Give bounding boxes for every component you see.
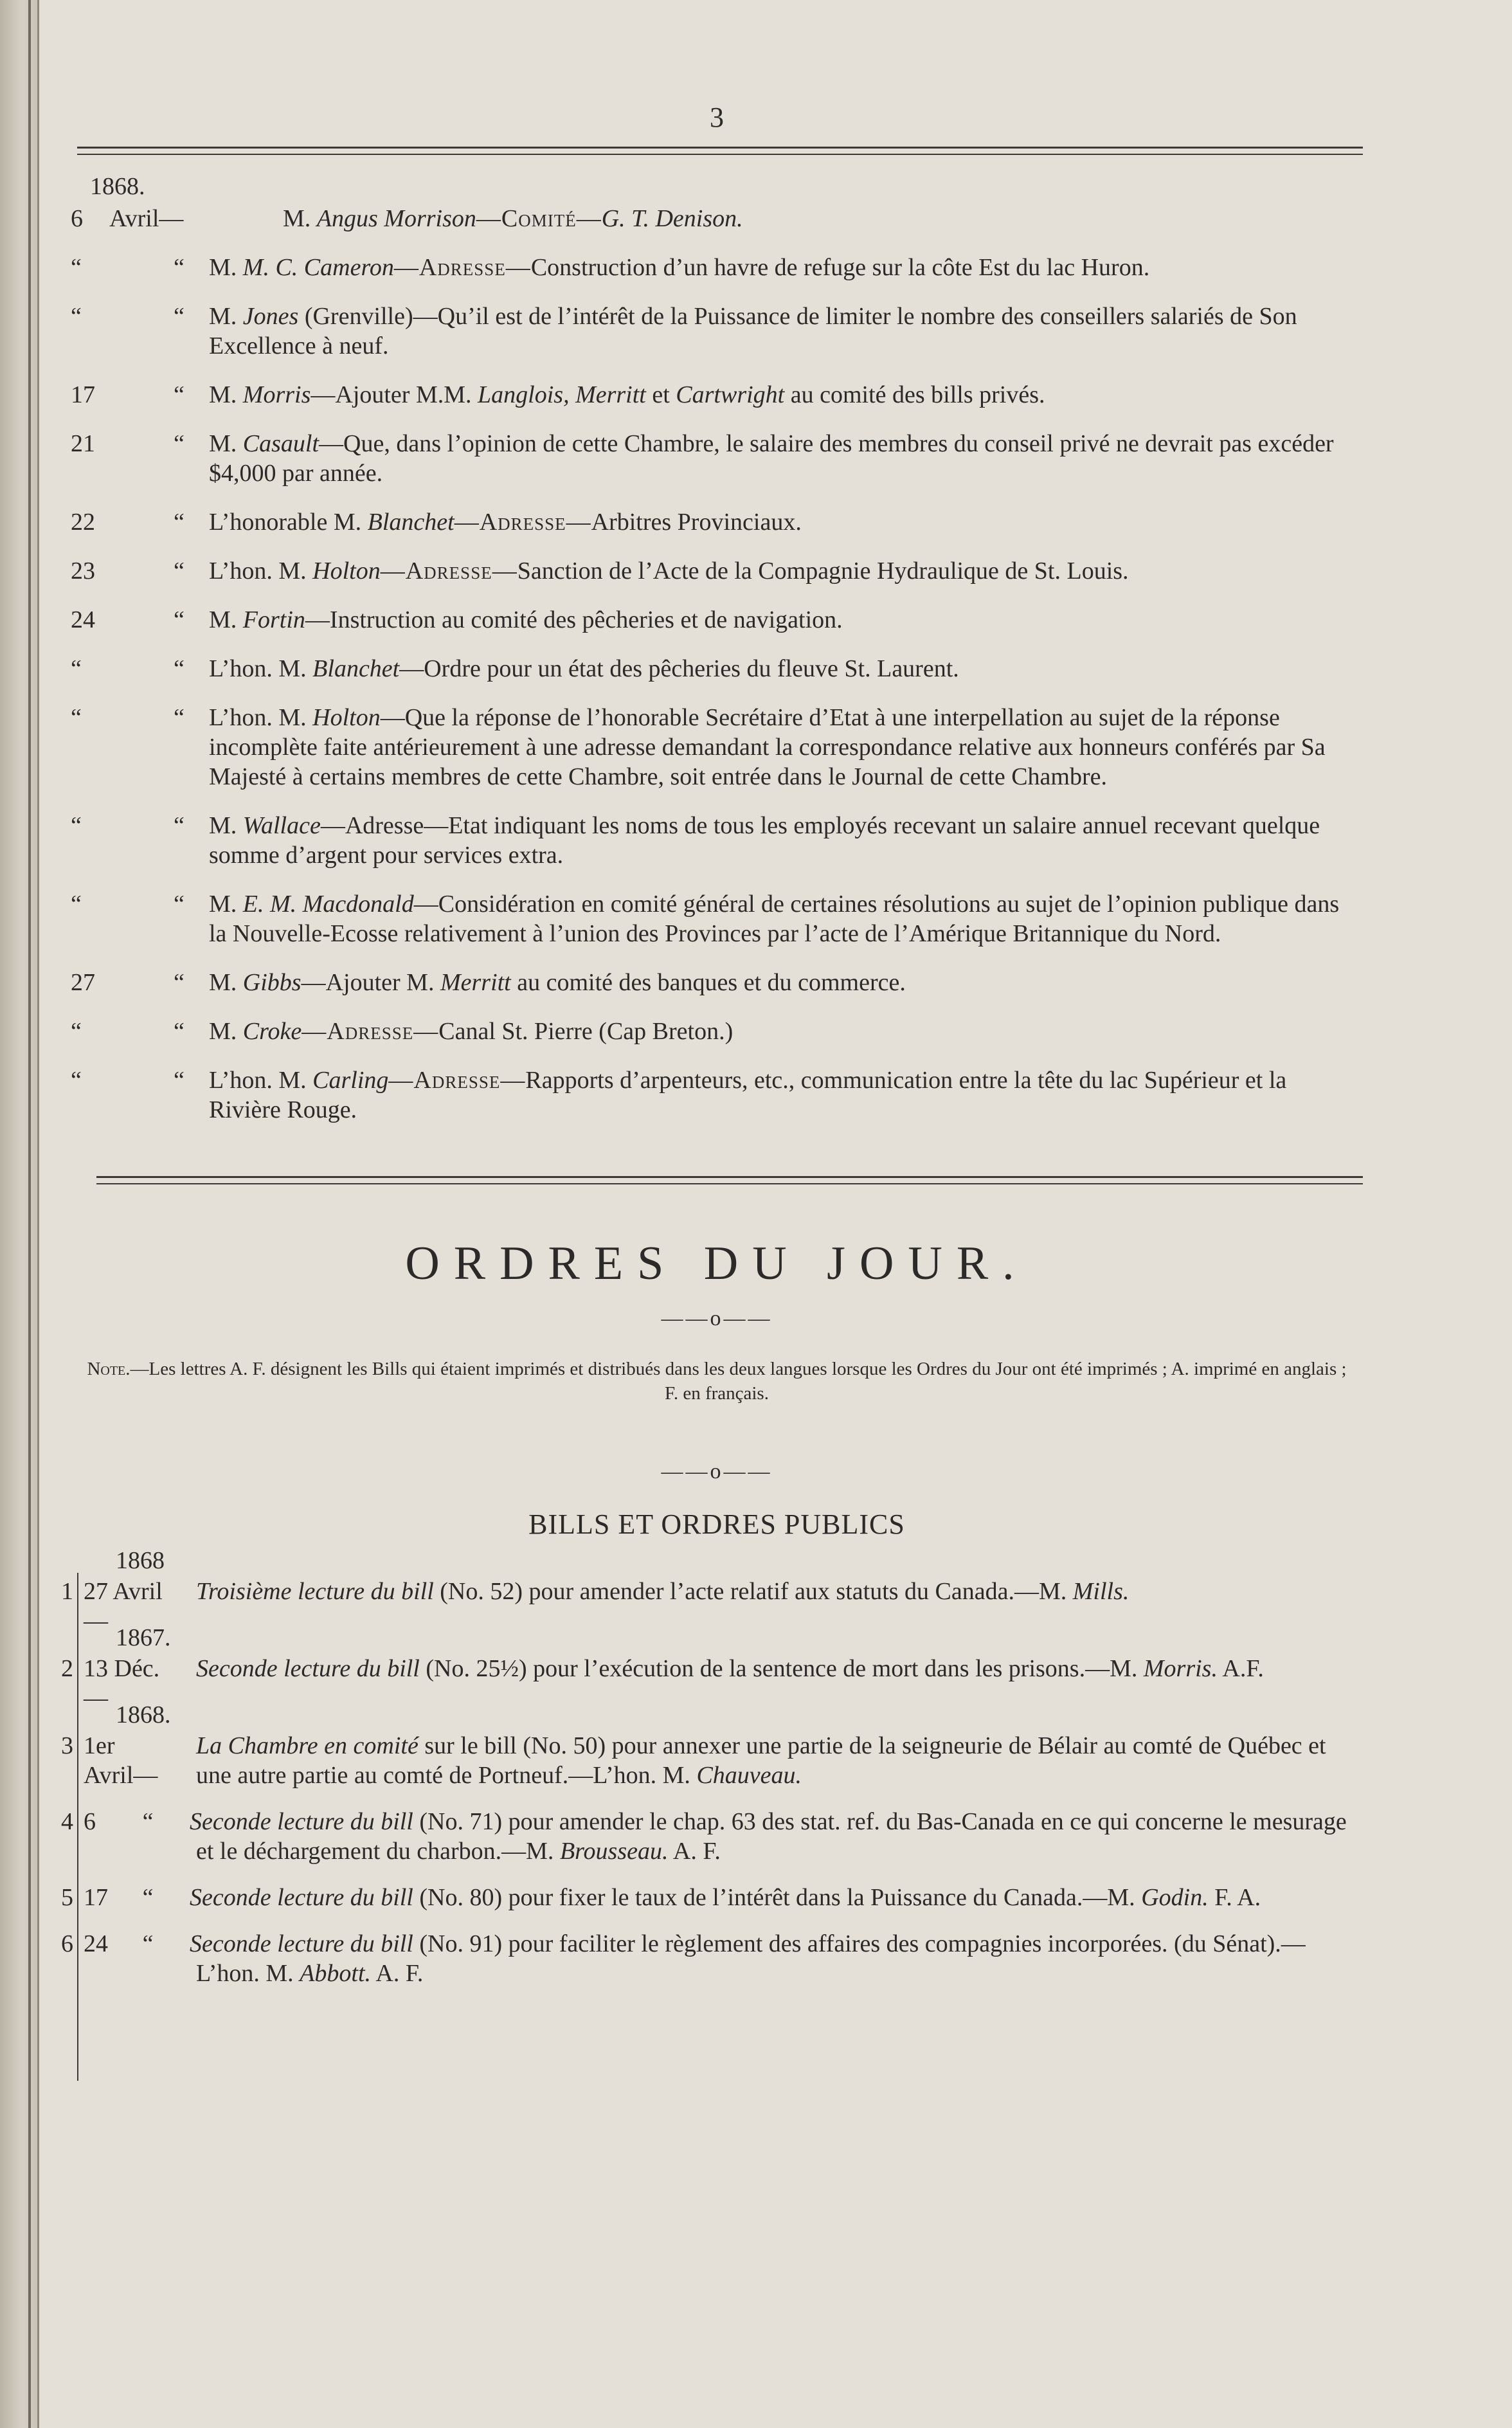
entry-text: [209, 429, 1363, 488]
text-run: M.: [209, 969, 243, 996]
text-run: A. F.: [371, 1960, 424, 1987]
journal-entry: [71, 429, 1363, 488]
journal-entry: [71, 654, 1363, 684]
italic-name: Morris: [242, 381, 311, 408]
ditto-mark: “: [142, 1930, 154, 1957]
text-run: Rapports d’arpenteurs, etc., communication entre la tête du lac Supérieur et la Rivière Rouge.: [209, 1067, 1287, 1123]
entry-date: “: [71, 1018, 82, 1045]
text-run: F. A.: [1208, 1884, 1261, 1911]
journal-section: [71, 172, 1363, 1125]
text-run: —Que, dans l’opinion de cette Chambre, le salaire des membres du conseil privé ne devrait pas excéder $4,000 par année.: [209, 430, 1334, 487]
entry-month: “: [174, 1067, 184, 1094]
text-run: —Adresse—: [454, 509, 591, 536]
note-label: Note.: [87, 1359, 130, 1379]
text-run: (No. 52) pour amender l’acte relatif aux statuts du Canada.—M.: [433, 1578, 1073, 1605]
text-run: —Ajouter M.M.: [310, 381, 478, 408]
text-run: (No. 25½) pour l’exécution de la sentence de mort dans les prisons.—M.: [419, 1655, 1144, 1682]
entry-month: “: [174, 254, 184, 281]
italic-name: Morris.: [1143, 1655, 1218, 1682]
order-date: 24: [84, 1930, 108, 1957]
text-run: Construction d’un havre de refuge sur la côte Est du lac Huron.: [530, 254, 1150, 281]
entry-month: “: [174, 557, 184, 584]
entry-text: [209, 968, 1363, 997]
entry-month: “: [174, 509, 184, 536]
italic-name: Jones: [242, 303, 299, 330]
italic-name: Brousseau.: [559, 1838, 669, 1865]
entry-text: [209, 605, 1363, 635]
italic-name: Croke: [242, 1018, 302, 1045]
entry-text: [283, 204, 1363, 233]
journal-entry: [71, 703, 1363, 792]
entry-date: 24: [71, 606, 95, 633]
document-page: [61, 102, 1363, 2005]
journal-entry: [71, 1065, 1363, 1125]
top-double-rule: [77, 147, 1363, 155]
journal-entries: [71, 204, 1363, 1125]
journal-entry: [71, 507, 1363, 537]
text-run: —Considération en comité général de certaines résolutions au sujet de l’opinion publique dans la Nouvelle-Ecosse relativement à l’union des Provinces par l’acte de l’Amérique Britannique du Nord.: [209, 891, 1340, 947]
order-item: [61, 1807, 1363, 1866]
entry-date: 27: [71, 969, 95, 996]
text-run: —Adresse—Etat indiquant les noms de tous les employés recevant un salaire annuel recevant quelque somme d’argent pour services extra.: [209, 812, 1320, 869]
journal-entry: [71, 605, 1363, 635]
entry-month: “: [174, 812, 184, 839]
journal-entry: [71, 204, 1363, 233]
entry-text: [209, 507, 1363, 537]
entry-date: “: [71, 655, 82, 682]
italic-name: Seconde lecture du bill: [190, 1884, 413, 1911]
entry-month: “: [174, 704, 184, 731]
text-run: M.: [209, 381, 243, 408]
text-run: —Ordre pour un état des pêcheries du fleuve St. Laurent.: [399, 655, 959, 682]
text-run: —Adresse—: [380, 557, 518, 584]
entry-month: “: [174, 606, 184, 633]
journal-entry: [71, 253, 1363, 282]
entry-month: “: [174, 1018, 184, 1045]
middle-double-rule: [96, 1176, 1363, 1184]
italic-name: Seconde lecture du bill: [196, 1655, 420, 1682]
entry-text: [209, 889, 1363, 948]
orders-title: ORDRES DU JOUR.: [405, 1237, 1029, 1290]
order-item: [61, 1929, 1363, 1988]
italic-name: M. C. Cameron: [242, 254, 394, 281]
entry-date: 6: [71, 205, 83, 232]
italic-name: Merritt: [440, 969, 511, 996]
journal-entry: [71, 811, 1363, 870]
order-text: [142, 1929, 1363, 1988]
italic-name: Abbott.: [300, 1960, 371, 1987]
order-number: 6: [61, 1930, 73, 1957]
order-date: 17: [84, 1884, 108, 1911]
entry-month: Avril—: [109, 205, 184, 232]
order-date: 6: [84, 1808, 96, 1835]
entry-text: [209, 1065, 1363, 1125]
text-run: L’hon. M.: [209, 557, 313, 584]
entry-date: 23: [71, 557, 95, 584]
text-run: M.: [209, 891, 243, 918]
order-number: 1: [61, 1578, 73, 1605]
entry-month: “: [174, 891, 184, 918]
order-number: 5: [61, 1884, 73, 1911]
entry-month: “: [174, 381, 184, 408]
entry-date: “: [71, 1067, 82, 1094]
italic-name: Casault: [242, 430, 320, 457]
entry-date: 17: [71, 381, 95, 408]
text-run: —Adresse—: [393, 254, 531, 281]
order-text: [196, 1731, 1363, 1790]
order-list: [61, 1546, 1363, 1988]
text-run: L’hon. M.: [209, 655, 313, 682]
journal-entry: [71, 380, 1363, 410]
text-run: Sanction de l’Acte de la Compagnie Hydraulique de St. Louis.: [517, 557, 1129, 584]
entry-text: [209, 253, 1363, 282]
text-run: M.: [209, 812, 243, 839]
entry-date: 21: [71, 430, 95, 457]
text-run: M.: [209, 303, 243, 330]
text-run: L’honorable M.: [209, 509, 368, 536]
journal-entry: [71, 302, 1363, 361]
order-item: [61, 1654, 1363, 1712]
text-run: —Comité—: [476, 205, 602, 232]
italic-name: Holton: [312, 557, 381, 584]
order-number: 4: [61, 1808, 73, 1835]
order-item: [61, 1883, 1363, 1912]
italic-name: Mills.: [1072, 1578, 1130, 1605]
separator-ornament: ——o——: [661, 1307, 773, 1330]
italic-name: Angus Morrison: [316, 205, 476, 232]
italic-name: Langlois, Merritt: [478, 381, 646, 408]
entry-text: [209, 302, 1363, 361]
italic-name: Wallace: [242, 812, 321, 839]
entry-month: “: [174, 303, 184, 330]
italic-name: Cartwright: [676, 381, 785, 408]
italic-name: Blanchet: [367, 509, 455, 536]
order-text: [142, 1807, 1363, 1866]
journal-year: 1868.: [90, 173, 145, 200]
entry-date: “: [71, 812, 82, 839]
order-text: [142, 1883, 1363, 1912]
order-number: 3: [61, 1732, 73, 1759]
text-run: (No. 91) pour faciliter le règlement des affaires des compagnies incorporées. (du Sénat).—L’hon. M.: [196, 1930, 1306, 1987]
spine-binding-line: [28, 0, 31, 2428]
order-year: 1868: [116, 1547, 165, 1574]
order-item: [61, 1577, 1363, 1635]
text-run: —Adresse—: [388, 1067, 526, 1094]
italic-name: Seconde lecture du bill: [190, 1808, 413, 1835]
text-run: au comité des banques et du commerce.: [510, 969, 906, 996]
text-run: Arbitres Provinciaux.: [591, 509, 802, 536]
italic-name: La Chambre en comité: [196, 1732, 419, 1759]
italic-name: G. T. Denison.: [601, 205, 743, 232]
text-run: —Ajouter M.: [301, 969, 440, 996]
italic-name: Seconde lecture du bill: [190, 1930, 413, 1957]
orders-section: [61, 1237, 1363, 1988]
text-run: Canal St. Pierre (Cap Breton.): [438, 1018, 734, 1045]
text-run: (No. 80) pour fixer le taux de l’intérêt dans la Puissance du Canada.—M.: [413, 1884, 1142, 1911]
entry-text: [209, 654, 1363, 684]
italic-name: Chauveau.: [696, 1762, 802, 1789]
journal-entry: [71, 556, 1363, 586]
separator-ornament-2: ——o——: [661, 1460, 773, 1483]
ditto-mark: “: [142, 1884, 154, 1911]
page-number: 3: [710, 102, 724, 133]
entry-date: “: [71, 891, 82, 918]
text-run: sur le bill (No. 50) pour annexer une partie de la seigneurie de Bélair au comté de Québec et une autre partie au comté de Portneuf.—L’hon. M.: [196, 1732, 1326, 1789]
text-run: A. F.: [668, 1838, 721, 1865]
text-run: (Grenville)—Qu’il est de l’intérêt de la Puissance de limiter le nombre des conseillers salariés de Son Excellence à neuf.: [209, 303, 1297, 359]
order-number: 2: [61, 1655, 73, 1682]
italic-name: Holton: [312, 704, 381, 731]
italic-name: E. M. Macdonald: [242, 891, 414, 918]
bills-section-title: BILLS ET ORDRES PUBLICS: [528, 1508, 905, 1540]
italic-name: Blanchet: [312, 655, 400, 682]
order-text-run: [190, 1808, 1347, 1865]
entry-text: [209, 703, 1363, 792]
text-run: L’hon. M.: [209, 704, 313, 731]
text-run: M.: [209, 1018, 243, 1045]
entry-date: “: [71, 704, 82, 731]
entry-text: [209, 380, 1363, 410]
text-run: —Adresse—: [302, 1018, 439, 1045]
journal-entry: [71, 1017, 1363, 1046]
ditto-mark: “: [142, 1808, 154, 1835]
order-text: [196, 1654, 1363, 1683]
note-text: —Les lettres A. F. désignent les Bills qui étaient imprimés et distribués dans les deux langues lorsque les Ordres du Jour ont été imprimés ; A. imprimé en anglais ; F. en français.: [130, 1359, 1347, 1404]
entry-text: [209, 1017, 1363, 1046]
entry-month: “: [174, 969, 184, 996]
text-run: L’hon. M.: [209, 1067, 313, 1094]
entry-text: [209, 811, 1363, 870]
entry-month: “: [174, 430, 184, 457]
italic-name: Carling: [312, 1067, 389, 1094]
entry-date: “: [71, 254, 82, 281]
italic-name: Gibbs: [242, 969, 302, 996]
text-run: M.: [209, 430, 243, 457]
journal-entry: [71, 889, 1363, 948]
order-date: 13 Déc. —: [84, 1655, 160, 1712]
order-text: [196, 1577, 1363, 1606]
text-run: M.: [283, 205, 317, 232]
order-year: 1868.: [116, 1701, 171, 1728]
orders-note: [71, 1357, 1363, 1406]
entry-text: [209, 556, 1363, 586]
entry-month: “: [174, 655, 184, 682]
text-run: (No. 71) pour amender le chap. 63 des stat. ref. du Bas-Canada en ce qui concerne le mesurage et le déchargement du charbon.—M.: [196, 1808, 1347, 1865]
text-run: M.: [209, 606, 243, 633]
entry-date: 22: [71, 509, 95, 536]
order-text-run: [190, 1930, 1306, 1987]
text-run: —Instruction au comité des pêcheries et de navigation.: [305, 606, 843, 633]
entry-date: “: [71, 303, 82, 330]
order-year: 1867.: [116, 1624, 171, 1651]
order-date: 27 Avril—: [84, 1578, 163, 1635]
text-run: M.: [209, 254, 243, 281]
text-run: au comité des bills privés.: [784, 381, 1045, 408]
text-run: et: [645, 381, 676, 408]
order-date: 1er Avril—: [84, 1732, 158, 1789]
journal-entry: [71, 968, 1363, 997]
italic-name: Troisième lecture du bill: [196, 1578, 434, 1605]
book-spine: [0, 0, 39, 2428]
order-item: [61, 1731, 1363, 1790]
italic-name: Godin.: [1141, 1884, 1209, 1911]
italic-name: Fortin: [242, 606, 305, 633]
order-text-run: [190, 1884, 1261, 1911]
text-run: —Que la réponse de l’honorable Secrétaire d’Etat à une interpellation au sujet de la réponse incomplète faite antérieurement à une adresse demandant la correspondance relative aux honneurs conférés par Sa Majesté à certains membres de cette Chambre, soit entrée dans le Journal de cette Chambre.: [209, 704, 1326, 790]
text-run: A.F.: [1217, 1655, 1264, 1682]
